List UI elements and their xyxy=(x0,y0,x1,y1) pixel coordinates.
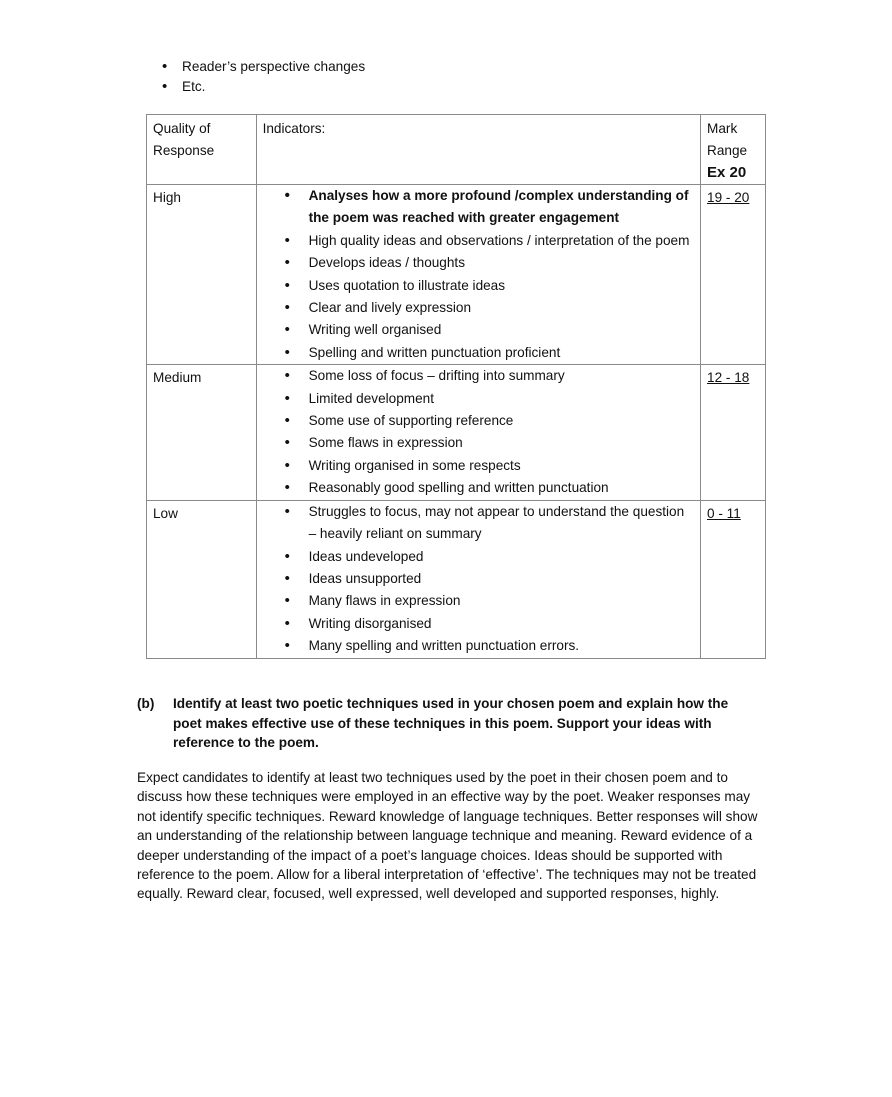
indicator-item: • Many spelling and written punctuation errors. xyxy=(257,635,700,657)
table-header-row xyxy=(147,115,766,185)
table-row xyxy=(147,500,766,658)
indicator-item: • Some flaws in expression xyxy=(257,432,700,454)
header-quality-cell xyxy=(147,115,257,185)
answer-guidance: Expect candidates to identify at least two techniques used by the poet in their chosen poem and to discuss how these techniques were employed in an effective way by the poet. Weaker responses may not identify specific techniques. Reward knowledge of language techniques. Better responses will show an understanding of the relationship between language technique and meaning. Reward evidence of a deeper understanding of the impact of a poet’s language choices. Ideas should be supported with reference to the poem. Allow for a liberal interpretation of ‘effective’. The techniques may not be treated equally. Reward clear, focused, well expressed, well developed and supported responses, highly. xyxy=(137,770,758,902)
indicator-item: • High quality ideas and observations / interpretation of the poem xyxy=(257,230,700,252)
mark-range: 12 - 18 xyxy=(707,370,750,386)
header-ex-total: Ex 20 xyxy=(707,164,747,181)
list-item: • Reader’s perspective changes xyxy=(162,57,365,77)
quality-level: Low xyxy=(153,505,178,521)
question-text: Identify at least two poetic techniques used in your chosen poem and explain how the poet makes effective use of these techniques in this poem. Support your ideas with reference to the poem. xyxy=(173,696,729,750)
indicator-item: • Writing organised in some respects xyxy=(257,455,700,477)
table-row xyxy=(147,365,766,500)
indicator-item: • Develops ideas / thoughts xyxy=(257,252,700,274)
header-indicators-cell xyxy=(256,115,700,185)
indicator-item: • Struggles to focus, may not appear to understand the question – heavily reliant on summary xyxy=(257,501,700,546)
top-bullet-list xyxy=(162,57,365,97)
indicator-item: • Uses quotation to illustrate ideas xyxy=(257,275,700,297)
indicator-item: • Ideas unsupported xyxy=(257,568,700,590)
header-indicators: Indicators: xyxy=(262,121,326,136)
indicator-item: • Reasonably good spelling and written punctuation xyxy=(257,477,700,499)
indicator-list xyxy=(257,365,700,499)
header-mark-range: Mark Range xyxy=(707,121,748,158)
marking-rubric-table xyxy=(146,114,766,659)
indicator-item: • Clear and lively expression xyxy=(257,297,700,319)
indicator-item: • Some use of supporting reference xyxy=(257,410,700,432)
quality-level: High xyxy=(153,190,181,205)
header-quality: Quality of Response xyxy=(153,121,215,158)
indicator-item: • Some loss of focus – drifting into summary xyxy=(257,365,700,387)
indicator-item: • Analyses how a more profound /complex understanding of the poem was reached with greater engagement xyxy=(257,185,700,230)
question-label: (b) xyxy=(137,696,155,711)
indicator-item: • Limited development xyxy=(257,388,700,410)
indicator-item: • Many flaws in expression xyxy=(257,590,700,612)
indicator-item: • Writing disorganised xyxy=(257,613,700,635)
indicator-list xyxy=(257,185,700,364)
mark-range: 0 - 11 xyxy=(707,505,741,521)
indicator-item: • Ideas undeveloped xyxy=(257,546,700,568)
indicator-list xyxy=(257,501,700,658)
indicator-item: • Spelling and written punctuation proficient xyxy=(257,342,700,364)
quality-level: Medium xyxy=(153,370,202,386)
indicator-item: • Writing well organised xyxy=(257,319,700,341)
mark-range: 19 - 20 xyxy=(707,190,750,205)
header-mark-range-cell xyxy=(701,115,766,185)
table-row xyxy=(147,185,766,365)
list-item: • Etc. xyxy=(162,77,365,97)
